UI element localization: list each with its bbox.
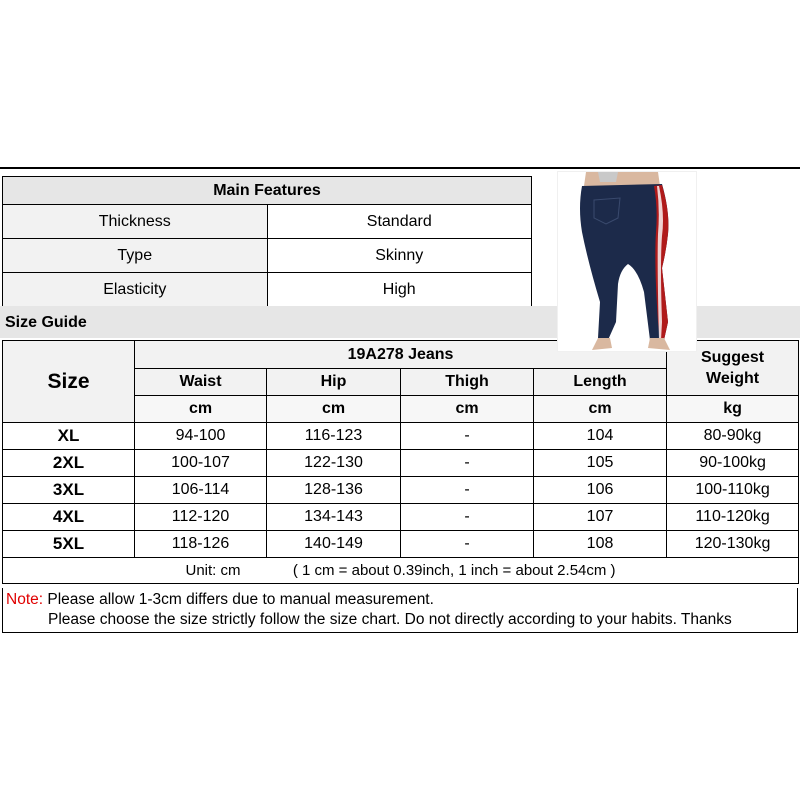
thigh-cell: - [401,450,534,477]
table-row [3,423,799,450]
feature-row [3,239,532,273]
column-header-hip: Hip [267,369,401,396]
product-photo [557,171,697,352]
note-label: Note: [6,591,44,608]
product-header: 19A278 Jeans [135,341,667,369]
top-rule [0,167,800,169]
weight-cell: 110-120kg [667,504,799,531]
main-features-table [2,176,532,307]
hip-cell: 116-123 [267,423,401,450]
waist-cell: 112-120 [135,504,267,531]
size-cell: 2XL [3,450,135,477]
feature-value: Standard [267,205,532,239]
waist-cell: 100-107 [135,450,267,477]
feature-label: Thickness [3,205,268,239]
feature-row [3,273,532,307]
weight-cell: 80-90kg [667,423,799,450]
weight-cell: 90-100kg [667,450,799,477]
unit-cell: cm [267,396,401,423]
unit-label: Unit: cm [185,562,241,579]
waist-cell: 94-100 [135,423,267,450]
feature-label: Type [3,239,268,273]
length-cell: 104 [534,423,667,450]
length-cell: 106 [534,477,667,504]
unit-cell: cm [534,396,667,423]
thigh-cell: - [401,531,534,558]
column-header-thigh: Thigh [401,369,534,396]
jeans-illustration [558,172,697,352]
size-cell: 5XL [3,531,135,558]
note-line-1 [6,591,434,609]
conversion-note: ( 1 cm = about 0.39inch, 1 inch = about 2.54cm ) [292,562,616,579]
hip-cell: 140-149 [267,531,401,558]
weight-cell: 100-110kg [667,477,799,504]
unit-info-row [3,558,799,584]
weight-header-line1: Suggest [700,349,765,366]
feature-row [3,205,532,239]
thigh-cell: - [401,477,534,504]
hip-cell: 134-143 [267,504,401,531]
column-header-length: Length [534,369,667,396]
thigh-cell: - [401,504,534,531]
length-cell: 108 [534,531,667,558]
unit-cell: kg [667,396,799,423]
hip-cell: 122-130 [267,450,401,477]
waist-cell: 106-114 [135,477,267,504]
table-row [3,450,799,477]
table-row [3,477,799,504]
notes-box [2,588,798,633]
size-guide-title: Size Guide [5,314,87,331]
weight-header-line2: Weight [706,370,760,387]
size-chart-table [2,340,799,584]
table-row [3,504,799,531]
size-cell: 4XL [3,504,135,531]
feature-label: Elasticity [3,273,268,307]
size-header: Size [3,341,135,423]
hip-cell: 128-136 [267,477,401,504]
weight-cell: 120-130kg [667,531,799,558]
unit-cell: cm [401,396,534,423]
table-row [3,531,799,558]
feature-value: Skinny [267,239,532,273]
main-features-title: Main Features [3,177,532,205]
thigh-cell: - [401,423,534,450]
length-cell: 107 [534,504,667,531]
column-header-waist: Waist [135,369,267,396]
note-text-1: Please allow 1-3cm differs due to manual measurement. [47,591,434,608]
length-cell: 105 [534,450,667,477]
waist-cell: 118-126 [135,531,267,558]
note-text-2: Please choose the size strictly follow the size chart. Do not directly according to your habits. Thanks [48,611,732,628]
size-cell: XL [3,423,135,450]
unit-cell: cm [135,396,267,423]
feature-value: High [267,273,532,307]
size-cell: 3XL [3,477,135,504]
